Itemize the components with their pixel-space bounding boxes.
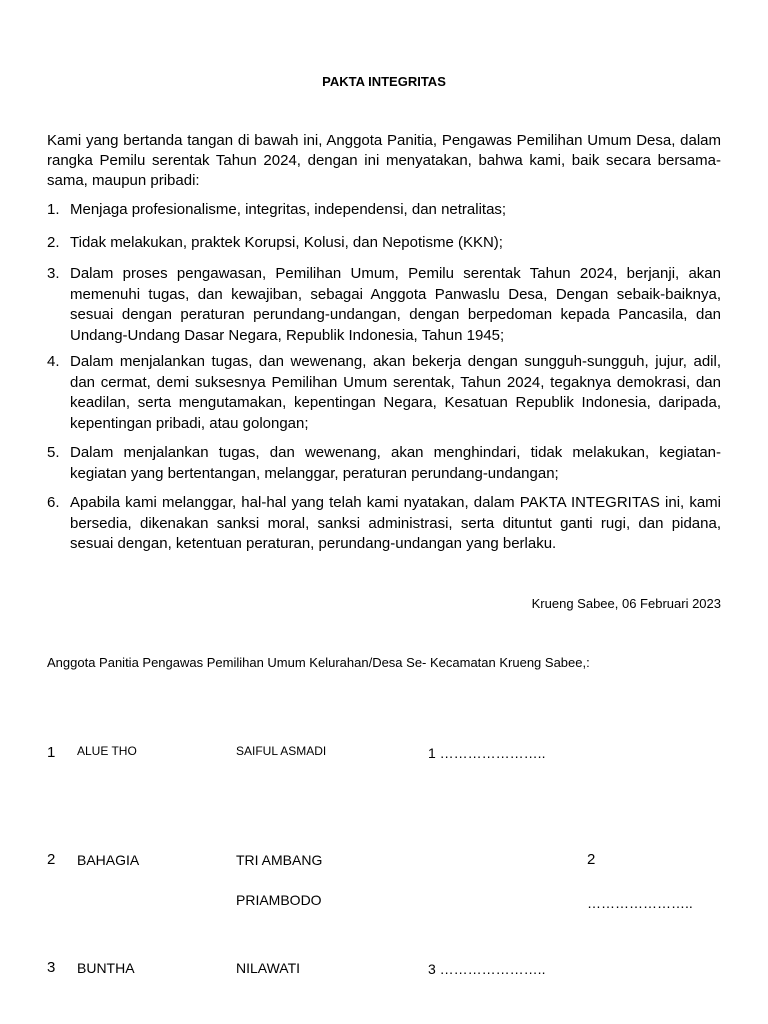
member-name-line2: PRIAMBODO	[236, 892, 322, 908]
list-text: Dalam proses pengawasan, Pemilihan Umum, Pemilu serentak Tahun 2024, berjanji, akan memenuhi tugas, dan kewajiban, sebagai Anggota Panwaslu Desa, Dengan sebaik-baiknya, sesuai dengan peraturan perundang-undangan, dengan berpedoman kepada Pancasila, dan Undang-Undang Dasar Negara, Republik Indonesia, Tahun 1945;	[70, 265, 721, 344]
list-item	[47, 233, 721, 254]
signature-dots: …………………..	[587, 895, 693, 911]
place-date: Krueng Sabee, 06 Februari 2023	[531, 596, 721, 611]
list-number: 4.	[47, 353, 60, 370]
member-name: NILAWATI	[236, 960, 301, 976]
intro-paragraph: Kami yang bertanda tangan di bawah ini, Anggota Panitia, Pengawas Pemilihan Umum Desa, dalam rangka Pemilu serentak Tahun 2024, dengan ini menyatakan, bahwa kami, baik secara bersama-sama, maupun pribadi:	[47, 132, 721, 189]
signature-line: 3 …………………..	[428, 961, 546, 977]
list-number: 1.	[47, 201, 60, 218]
list-item	[47, 264, 721, 346]
member-number: 3	[47, 959, 56, 976]
list-text: Menjaga profesionalisme, integritas, independensi, dan netralitas;	[70, 201, 507, 218]
list-item	[47, 352, 721, 434]
list-item	[47, 200, 721, 221]
list-item	[47, 443, 721, 484]
page-title: PAKTA INTEGRITAS	[322, 74, 446, 89]
list-number: 3.	[47, 265, 60, 282]
member-name: TRI AMBANG	[236, 852, 323, 868]
signature-number: 2	[587, 851, 596, 868]
member-name: SAIFUL ASMADI	[236, 744, 327, 758]
list-text: Dalam menjalankan tugas, dan wewenang, akan menghindari, tidak melakukan, kegiatan-kegiatan yang bertentangan, melanggar, peraturan perundang-undangan;	[70, 444, 721, 482]
list-text: Apabila kami melanggar, hal-hal yang telah kami nyatakan, dalam PAKTA INTEGRITAS ini, kami bersedia, dikenakan sanksi moral, sanksi administrasi, serta dituntut ganti rugi, dan pidana, sesuai dengan, ketentuan peraturan, perundang-undangan yang berlaku.	[70, 494, 721, 552]
member-number: 1	[47, 744, 56, 761]
list-number: 6.	[47, 494, 60, 511]
list-number: 2.	[47, 234, 60, 251]
members-title: Anggota Panitia Pengawas Pemilihan Umum Kelurahan/Desa Se- Kecamatan Krueng Sabee,:	[47, 655, 590, 670]
list-text: Tidak melakukan, praktek Korupsi, Kolusi, dan Nepotisme (KKN);	[70, 234, 503, 251]
member-village: ALUE THO	[77, 744, 137, 758]
member-village: BUNTHA	[77, 960, 135, 976]
list-number: 5.	[47, 444, 60, 461]
list-text: Dalam menjalankan tugas, dan wewenang, akan bekerja dengan sungguh-sungguh, jujur, adil, dan cermat, demi suksesnya Pemilihan Umum serentak, Tahun 2024, tegaknya demokrasi, dan keadilan, serta mengutamakan, kepentingan Negara, Kesatuan Republik Indonesia, daripada, kepentingan pribadi, atau golongan;	[70, 353, 721, 432]
signature-line: 1 …………………..	[428, 745, 546, 761]
member-village: BAHAGIA	[77, 852, 140, 868]
member-number: 2	[47, 851, 56, 868]
list-item	[47, 493, 721, 555]
